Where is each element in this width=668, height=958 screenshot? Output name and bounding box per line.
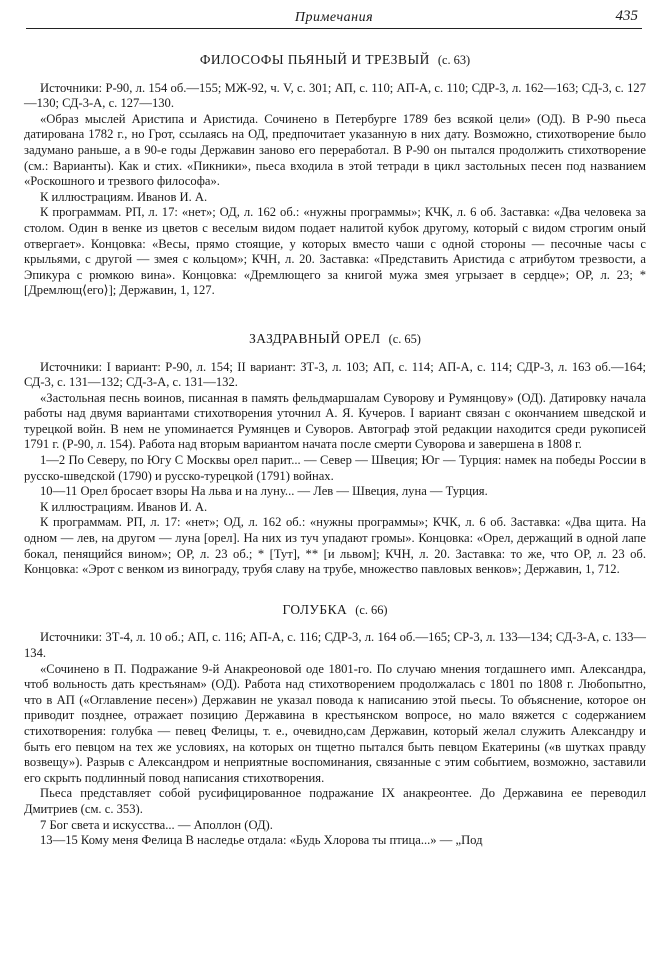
commentary-paragraph: «Сочинено в П. Подражание 9-й Анакреоновой оде 1801-го. По случаю мнения тогдашнего имп. Александра, чтоб вольность дать крестьянам» (ОД). Работа над стихотворением продолжалась с 1801 по 1808 г. Любопытно, что в АП («Оглавление песен») Державин не указал повода к написанию этой пьесы. То объяснение, которое он приводит позднее, отражает позицию Державина в крестьянском вопросе, но мало вяжется с содержанием стихотворения: голубка — певец Фелицы, т. е., очевидно,сам Державин, который желал служить Александру и быть его певцом на тех же условиях, на которых он тщетно пытался быть певцом Екатерины («в шутках правду возвещу»). Разрыв с Александром и неприятные воспоминания, связанные с этим событием, возможно, заставили его скрыть подлинный повод написания стихотворения.: [24, 661, 646, 785]
sources-paragraph: Источники: ЗТ-4, л. 10 об.; АП, с. 116; АП-А, с. 116; СДР-3, л. 164 об.—165; СР-3, л. 133—134; СД-3-А, с. 133—134.: [24, 630, 646, 660]
section-title: [24, 602, 646, 619]
line-note-paragraph: 10—11 Орел бросает взоры На льва и на луну... — Лев — Швеция, луна — Турция.: [40, 484, 488, 499]
section-heading: ФИЛОСОФЫ ПЬЯНЫЙ И ТРЕЗВЫЙ: [199, 52, 430, 67]
section-title: [24, 52, 646, 69]
section-page-ref: (с. 66): [355, 602, 388, 617]
section-title: [24, 331, 646, 348]
page-content: [24, 44, 646, 849]
line-note-paragraph: 7 Бог света и искусства... — Аполлон (ОД).: [40, 817, 273, 832]
programs-paragraph: К программам. РП, л. 17: «нет»; ОД, л. 162 об.: «нужны программы»; КЧК, л. 6 об. Заставка: «Два человека за столом. Один в венке из цветов с веселым видом подает налитой кубок другому, который с видом строгим оный отвергает». Концовка: «Весы, прямо стоящие, у которых вместо чаши с одной стороны — песочные часы с крыльями, с другой — змея с кольцом»; КЧН, л. 20. Заставка: «Представить Аристида с атрибутом трезвости, а Эпикура с рюмкою вина». Концовка: «Дремлющего за книгой мужа змея угрызает в сердце»; ОР, л. 23; * [Дремлющ⟨его⟩]; Державин, 1, 127.: [24, 205, 646, 298]
illustrations-paragraph: К иллюстрациям. Иванов И. А.: [40, 499, 208, 514]
running-header: [26, 6, 642, 29]
section-heading: ЗАЗДРАВНЫЙ ОРЕЛ: [249, 330, 381, 346]
commentary-paragraph: «Образ мыслей Аристипа и Аристида. Сочинено в Петербурге 1789 без всякой цели» (ОД). В Р-90 пьеса датирована 1782 г., но Грот, ссылаясь на ОД, предпочитает указанную в них дату. Возможно, стихотворение было задумано раньше, а в 90-е годы Державин заново его переработал. В Р-90 он пытался продолжить стихотворение (см.: Варианты). Как и стих. «Пикники», пьеса входила в этой тетради в цикл застольных песен под названием «Роскошного и трезвого философа».: [24, 111, 646, 189]
sources-paragraph: Источники: I вариант: Р-90, л. 154; II вариант: ЗТ-3, л. 103; АП, с. 114; АП-А, с. 114; СДР-3, л. 163 об.—164; СД-3, с. 131—132; СД-3-А, с. 131—132.: [24, 359, 646, 390]
section-heading: ГОЛУБКА: [282, 601, 348, 617]
commentary-paragraph: Пьеса представляет собой русифицированное подражание IX анакреонтее. До Державина ее переводил Дмитриев (см. с. 353).: [24, 786, 646, 816]
section-page-ref: (с. 63): [437, 53, 471, 67]
commentary-paragraph: «Застольная песнь воинов, писанная в память фельдмаршалам Суворову и Румянцову» (ОД). Датировку начала работы над двумя вариантами стихотворения уточнил А. Я. Кучеров. I вариант связан с окончанием шведской и турецкой войн. В нем не упоминается Румянцев и Суворов. Автограф этой редакции находится среди рукописей 1791 г. (Р-90, л. 154). Работа над вторым вариантом начата после смерти Суворова и завершена в 1808 г.: [24, 390, 646, 452]
line-note-paragraph: 1—2 По Северу, по Югу С Москвы орел парит... — Север — Швеция; Юг — Турция: намек на победы России в русско-шведской (1790) и русско-турецкой (1791) войнах.: [24, 453, 646, 483]
line-note-paragraph: 13—15 Кому меня Фелица В наследье отдала: «Будь Хлорова ты птица...» — „Под: [40, 833, 483, 848]
programs-paragraph: К программам. РП, л. 17: «нет»; ОД, л. 162 об.: «нужны программы»; КЧК, л. 6 об. Заставка: «Два щита. На одном — лев, на другом — луна [орел]. На них из туч упадают громы». Концовка: «Орел, держащий в одной лапе бокал, пенящийся вином»; ОР, л. 23 об.; * [Тут], ** [и львом]; КЧН, л. 20. Заставка: то же, что ОР, л. 23 об. Концовка: «Эрот с венком из винограду, трубя славу на трубе, множество павловых венков»; Державин, 1, 712.: [24, 515, 646, 577]
sources-paragraph: Источники: Р-90, л. 154 об.—155; МЖ-92, ч. V, с. 301; АП, с. 110; АП-А, с. 110; СДР-3, л. 162—163; СД-3, с. 127—130; СД-3-А, с. 127—130.: [24, 80, 646, 111]
running-header-title: Примечания: [294, 10, 374, 25]
section-page-ref: (с. 65): [388, 331, 421, 346]
page-number: 435: [615, 8, 638, 24]
illustrations-paragraph: К иллюстрациям. Иванов И. А.: [40, 189, 208, 204]
